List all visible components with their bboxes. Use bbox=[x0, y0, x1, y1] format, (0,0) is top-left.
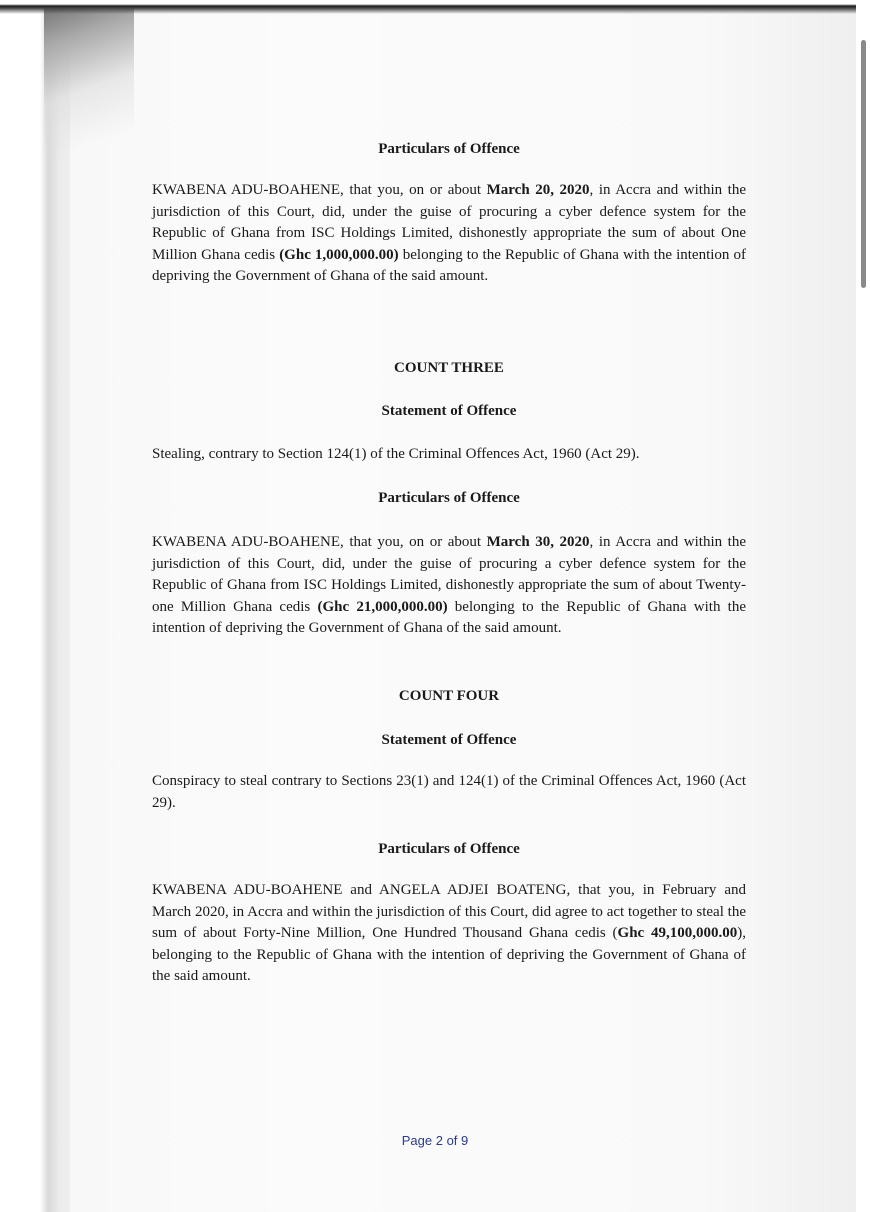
particulars-text-count-three bbox=[152, 532, 746, 640]
offence-amount: (Ghc 1,000,000.00) bbox=[279, 246, 399, 263]
text-segment: belonging to the Republic of Ghana with the intention of depriving the Government of Ghana of the said amount. bbox=[152, 246, 746, 284]
offence-amount: (Ghc 21,000,000.00) bbox=[317, 598, 448, 615]
statement-heading-count-four: Statement of Offence bbox=[381, 732, 517, 748]
offence-date: March 20, 2020 bbox=[486, 182, 590, 198]
page-corner-shadow bbox=[44, 0, 134, 200]
text-segment: KWABENA ADU-BOAHENE and ANGELA ADJEI BOATENG, that you, in February and March 2020, in Accra and within the jurisdiction of this Court, did agree to act together to steal the sum of about Forty-Nine Million, One Hundred Thousand Ghana cedis ( bbox=[152, 882, 746, 941]
page-number: Page 2 of 9 bbox=[401, 1133, 469, 1148]
text-segment: KWABENA ADU-BOAHENE, that you, on or about bbox=[152, 182, 487, 198]
particulars-heading-count-three: Particulars of Offence bbox=[378, 490, 520, 506]
statement-text-count-three: Stealing, contrary to Section 124(1) of the Criminal Offences Act, 1960 (Act 29). bbox=[152, 446, 640, 462]
scrollbar[interactable] bbox=[856, 0, 870, 1212]
text-segment: , in Accra and within the jurisdiction of this Court, did, under the guise of procuring a cyber defence system for the Republic of Ghana from ISC Holdings Limited, dishonestly appropriate the sum of about One Million Ghana cedis bbox=[152, 182, 746, 263]
particulars-text-count-two bbox=[152, 180, 746, 288]
text-segment: ), belonging to the Republic of Ghana with the intention of depriving the Government of Ghana of the said amount. bbox=[152, 925, 746, 984]
particulars-text-count-four bbox=[152, 880, 746, 988]
offence-date: March 30, 2020 bbox=[486, 534, 590, 550]
count-three-heading: COUNT THREE bbox=[394, 360, 504, 376]
statement-heading-count-three: Statement of Offence bbox=[381, 403, 517, 419]
scrollbar-thumb[interactable] bbox=[861, 40, 866, 288]
page-top-edge bbox=[0, 0, 870, 14]
count-four-heading: COUNT FOUR bbox=[398, 688, 500, 704]
text-segment: belonging to the Republic of Ghana with the intention of depriving the Government of Ghana of the said amount. bbox=[152, 598, 746, 636]
text-segment: KWABENA ADU-BOAHENE, that you, on or about bbox=[152, 534, 487, 550]
statement-text-count-four: Conspiracy to steal contrary to Sections 23(1) and 124(1) of the Criminal Offences Act, 1960 (Act 29). bbox=[152, 773, 746, 811]
particulars-heading-count-four: Particulars of Offence bbox=[378, 841, 520, 857]
text-segment: , in Accra and within the jurisdiction of this Court, did, under the guise of procuring a cyber defence system for the Republic of Ghana from ISC Holdings Limited, dishonestly appropriate the sum of about Twenty-one Million Ghana cedis bbox=[152, 534, 746, 615]
particulars-heading-count-two: Particulars of Offence bbox=[378, 141, 520, 157]
offence-amount: Ghc 49,100,000.00 bbox=[617, 925, 738, 941]
